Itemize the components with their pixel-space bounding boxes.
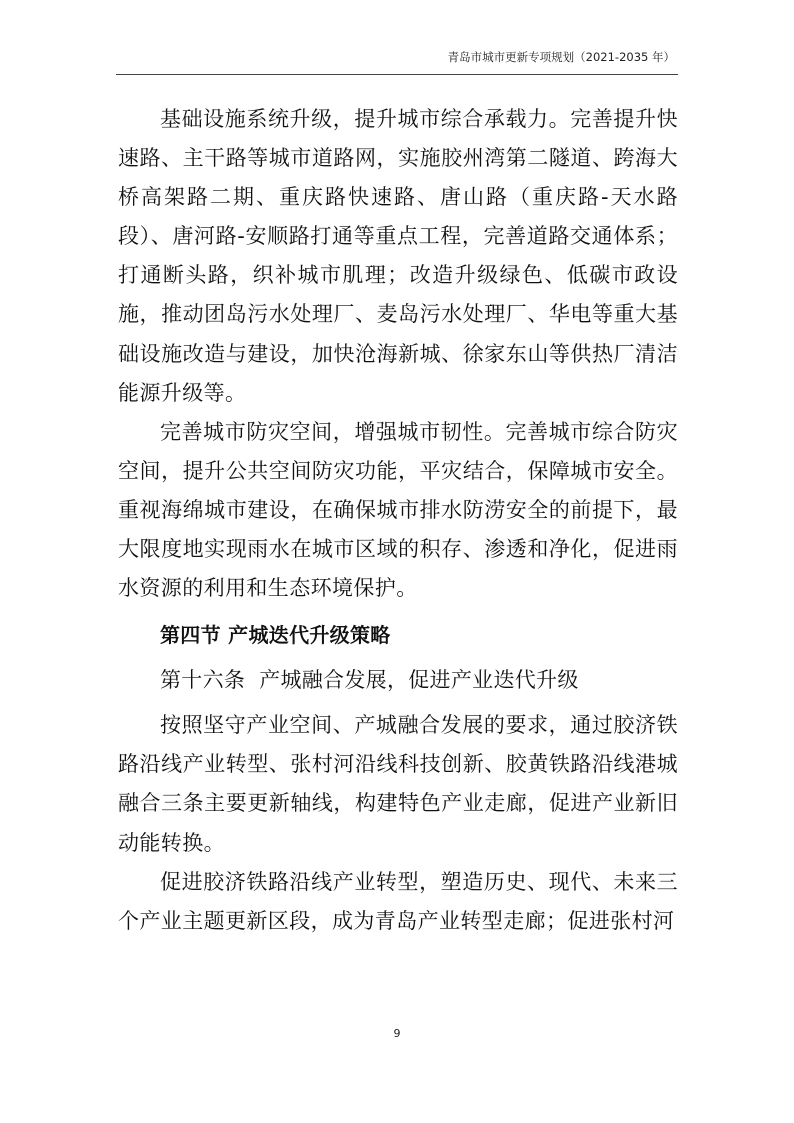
article-heading: 第十六条 产城融合发展，促进产业迭代升级 (160, 668, 579, 693)
section-heading: 第四节 产城迭代升级策略 (160, 623, 391, 648)
document-body (118, 100, 678, 941)
paragraph-industry-axes: 按照坚守产业空间、产城融合发展的要求，通过胶济铁路沿线产业转型、张村河沿线科技创新、胶黄铁路沿线港城融合三条主要更新轴线，构建特色产业走廊，促进产业新旧动能转换。 (118, 713, 678, 855)
running-header: 青岛市城市更新专项规划（2021-2035 年） (447, 50, 675, 64)
page-number: 9 (393, 1027, 401, 1040)
paragraph-disaster-prevention: 完善城市防灾空间，增强城市韧性。完善城市综合防灾空间，提升公共空间防灾功能，平灾结合，保障城市安全。重视海绵城市建设，在确保城市排水防涝安全的前提下，最大限度地实现雨水在城市区域的积存、渗透和净化，促进雨水资源的利用和生态环境保护。 (118, 419, 678, 601)
paragraph-jiaoji-railway: 促进胶济铁路沿线产业转型，塑造历史、现代、未来三个产业主题更新区段，成为青岛产业转型走廊；促进张村河 (118, 869, 678, 933)
header-rule (116, 74, 678, 75)
paragraph-infrastructure: 基础设施系统升级，提升城市综合承载力。完善提升快速路、主干路等城市道路网，实施胶州湾第二隧道、跨海大桥高架路二期、重庆路快速路、唐山路（重庆路-天水路段）、唐河路-安顺路打通等重点工程，完善道路交通体系；打通断头路，织补城市肌理；改造升级绿色、低碳市政设施，推动团岛污水处理厂、麦岛污水处理厂、华电等重大基础设施改造与建设，加快沧海新城、徐家东山等供热厂清洁能源升级等。 (118, 107, 678, 405)
